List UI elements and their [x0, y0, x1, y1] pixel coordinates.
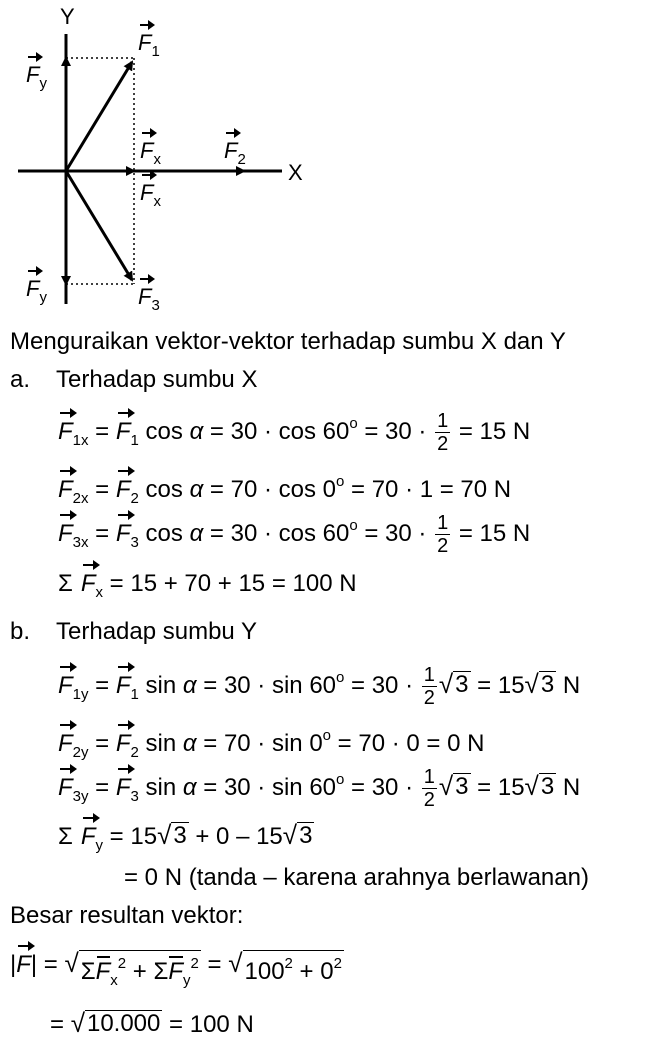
sqrt-values: √ $100^2 + 0^2$	[228, 948, 342, 985]
part-a-heading	[10, 366, 258, 394]
equation-f3y: $F_{3y} = F_3$ $\sin \alpha = 30 \cdot \sin 60^o = 30$ · $\frac{1}{2}$ √ 3 = 15 √ 3 N	[58, 766, 581, 812]
part-b-heading	[10, 618, 258, 646]
sqrt-3: √ 3	[157, 820, 187, 850]
equation-f2y: $F_{2y} = F_2$ $\sin \alpha = 70 \cdot \sin 0^o = 70 \cdot 0 = 0$ N	[58, 727, 485, 761]
fraction-half: $\frac{1}{2}$	[437, 410, 449, 456]
equation-sum-fx: Σ $F_x = 15 + 70 + 15 = 100$ N	[58, 570, 357, 601]
y-axis-label: Y	[60, 4, 75, 29]
sqrt-resultant: √ $\Sigma F_x^2 + \Sigma F_y^2$	[65, 950, 201, 994]
part-b-label: b.	[10, 618, 31, 645]
equation-resultant: |F| = √ $\Sigma F_x^2 + \Sigma F_y^2$ = √ $100^2 + 0^2$	[10, 950, 344, 994]
fy-top-label: $F_y$	[26, 62, 47, 92]
vector-diagram	[0, 0, 320, 320]
fx-bottom-label: $F_x$	[140, 180, 161, 210]
resultant-heading: Besar resultan vektor:	[10, 902, 244, 929]
fraction-half: $\frac{1}{2}$	[423, 766, 435, 812]
f3-vector-arrow	[66, 171, 132, 280]
x-axis-label: X	[288, 160, 303, 185]
part-b-title: Terhadap sumbu Y	[56, 618, 258, 645]
part-a-title: Terhadap sumbu X	[56, 366, 258, 393]
equation-sum-fy-result: = 0 N (tanda – karena arahnya berlawanan)	[124, 864, 589, 891]
equation-f2x: $F_{2x} = F_2$ $\cos \alpha = 70 \cdot \cos 0^o = 70 \cdot 1 = 70$ N	[58, 473, 512, 507]
sqrt-3: √ 3	[524, 771, 555, 801]
part-a-label: a.	[10, 366, 31, 393]
equation-f1x: $F_{1x} = F_1$ $\cos \alpha = 30 \cdot \cos 60^o = 30$ · $\frac{1}{2}$ = 15 N	[58, 410, 531, 456]
equation-f1y: $F_{1y} = F_1$ $\sin \alpha = 30 \cdot \sin 60^o = 30$ · $\frac{1}{2}$ √ 3 = 15 √ 3 N	[58, 664, 581, 710]
fraction-half: $\frac{1}{2}$	[437, 512, 449, 558]
fy-bottom-label: $F_y$	[26, 276, 47, 306]
equation-sum-fy: Σ $F_y = 15$ √ 3 + 0 – 15 √ 3	[58, 820, 313, 854]
f1-vector-arrow	[66, 62, 132, 171]
fx-top-label: $F_x$	[140, 138, 161, 168]
fraction-half: $\frac{1}{2}$	[423, 664, 435, 710]
equation-resultant-result: = √ 10.000 = 100 N	[50, 1008, 254, 1038]
sqrt-3: √ 3	[524, 669, 555, 699]
sqrt-3: √ 3	[282, 820, 313, 850]
equation-f3x: $F_{3x} = F_3$ $\cos \alpha = 30 \cdot \cos 60^o = 30$ · $\frac{1}{2}$ = 15 N	[58, 512, 531, 558]
f2-label: $F_2$	[224, 138, 246, 168]
intro-text: Menguraikan vektor-vektor terhadap sumbu X dan Y	[10, 328, 566, 355]
f1-label: $F_1$	[138, 30, 160, 60]
sqrt-total: √ 10.000	[70, 1008, 161, 1038]
sqrt-3: √ 3	[438, 771, 469, 801]
f3-label: $F_3$	[138, 284, 160, 314]
sqrt-3: √ 3	[438, 669, 469, 699]
